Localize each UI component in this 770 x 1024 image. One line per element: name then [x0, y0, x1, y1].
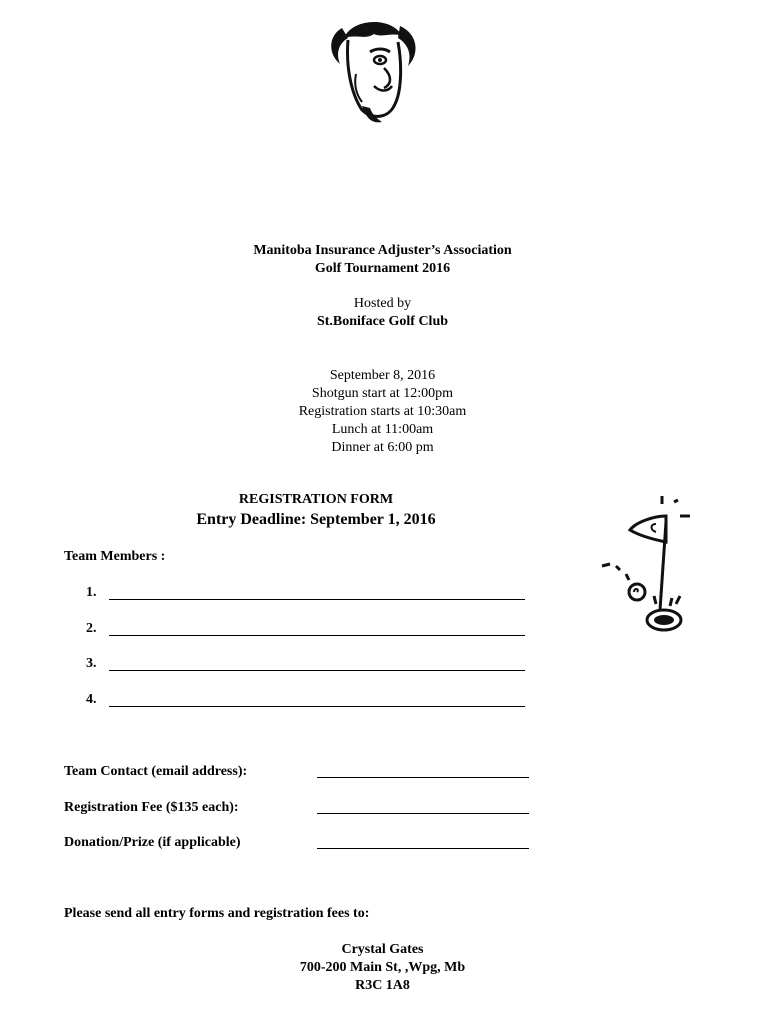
member-2-field[interactable] — [109, 635, 525, 636]
donation-label: Donation/Prize (if applicable) — [64, 835, 241, 850]
host-club: St.Boniface Golf Club — [316, 314, 449, 329]
member-number-3: 3. — [86, 656, 97, 671]
bison-logo-icon — [322, 14, 422, 126]
team-members-label: Team Members : — [64, 549, 166, 564]
member-number-4: 4. — [86, 692, 97, 707]
golf-flag-icon — [596, 492, 696, 637]
org-name: Manitoba Insurance Adjuster’s Association — [253, 243, 512, 258]
lunch-time: Lunch at 11:00am — [331, 422, 434, 437]
mailing-postal: R3C 1A8 — [355, 978, 410, 993]
mailing-instruction: Please send all entry forms and registration fees to: — [64, 906, 370, 921]
registration-fee-label: Registration Fee ($135 each): — [64, 800, 239, 815]
dinner-time: Dinner at 6:00 pm — [331, 440, 434, 455]
registration-fee-field[interactable] — [317, 813, 529, 814]
member-number-2: 2. — [86, 621, 97, 636]
shotgun-start: Shotgun start at 12:00pm — [311, 386, 454, 401]
donation-field[interactable] — [317, 848, 529, 849]
mailing-name: Crystal Gates — [341, 942, 424, 957]
registration-start: Registration starts at 10:30am — [298, 404, 467, 419]
team-contact-label: Team Contact (email address): — [64, 764, 248, 779]
member-4-field[interactable] — [109, 706, 525, 707]
member-3-field[interactable] — [109, 670, 525, 671]
event-date: September 8, 2016 — [329, 368, 436, 383]
entry-deadline: Entry Deadline: September 1, 2016 — [196, 511, 436, 528]
mailing-address: 700-200 Main St, ,Wpg, Mb — [299, 960, 466, 975]
form-title: REGISTRATION FORM — [238, 492, 394, 507]
hosted-by-label: Hosted by — [353, 296, 412, 311]
member-1-field[interactable] — [109, 599, 525, 600]
member-number-1: 1. — [86, 585, 97, 600]
event-name: Golf Tournament 2016 — [314, 261, 451, 276]
team-contact-field[interactable] — [317, 777, 529, 778]
